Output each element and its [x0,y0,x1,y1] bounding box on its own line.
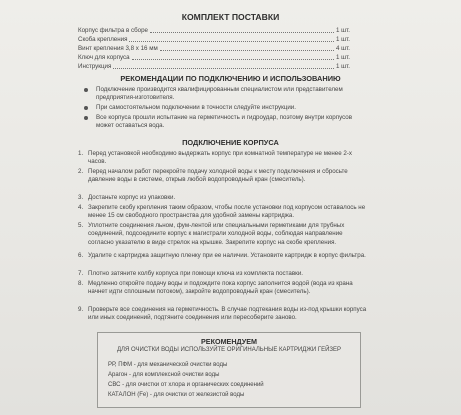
kit-item: Винт крепления 3,8 х 16 мм 4 шт. [78,45,350,52]
connection-title: ПОДКЛЮЧЕНИЕ КОРПУСА [182,138,279,147]
step-item: 3. Достаньте корпус из упаковки. [78,194,176,201]
recommendations-title: РЕКОМЕНДАЦИИ ПО ПОДКЛЮЧЕНИЮ И ИСПОЛЬЗОВАНИЮ [120,74,341,83]
step-item: 8. Медленно откройте подачу воды и подождите пока корпус заполнится водой (вода из крана начнет идти сплошным потоком), закройте водопроводный кран (смеситель). [78,280,353,296]
step-item: 9. Проверьте все соединения на герметичность. В случае подтекания воды из-под крышки корпуса или иных соединений, подтяните соединения или пересоберите заново. [78,306,367,322]
bullet-icon [84,88,88,92]
kit-item: Корпус фильтра в сборе 1 шт. [78,27,350,34]
kit-title: КОМПЛЕКТ ПОСТАВКИ [181,12,280,22]
cartridges-subtitle: ДЛЯ ОЧИСТКИ ВОДЫ ИСПОЛЬЗУЙТЕ ОРИГИНАЛЬНЫЕ КАРТРИДЖИ ГЕЙЗЕР [116,347,342,353]
recommendation-item: Подключение производится квалифицированным специалистом или представителем предприятия-изготовителя. [96,86,366,102]
cartridges-title: РЕКОМЕНДУЕМ [201,337,257,346]
step-item: 2. Перед началом работ перекройте подачу холодной воды к месту подключения и сбросьте давление воды в системе, открыв любой водопроводный кран (смеситель). [78,168,348,184]
cartridge-item: СВС - для очистки от хлора и органических соединений [108,382,264,388]
step-item: 6. Удалите с картриджа защитную пленку при ее наличии. Установите картридж в корпус фильтра. [78,252,366,259]
cartridges-box [97,332,361,408]
recommendation-item: Все корпуса прошли испытание на герметичность и гидроудар, поэтому внутри корпусов может оставаться вода. [96,114,366,130]
step-item: 5. Уплотните соединения льном, фум-лентой или специальными герметиками для трубных соединений, подсоедините корпус к магистрали холодной воды, соблюдая направление согласно указателю в виде стрелок на крышке. Закрепите корпус на скобе крепления. [78,222,345,246]
cartridge-item: РР, ПФМ - для механической очистки воды [108,362,228,368]
kit-item: Ключ для корпуса 1 шт. [78,54,350,61]
step-item: 1. Перед установкой необходимо выдержать корпус при комнатной температуре не менее 2-х часов. [78,150,353,166]
kit-item: Скоба крепления 1 шт. [78,36,350,43]
cartridge-item: Арагон - для комплексной очистки воды [108,372,220,378]
cartridge-item: КАТАЛОН (Fe) - для очистки от железистой воды [108,392,245,398]
bullet-icon [84,116,88,120]
kit-item: Инструкция 1 шт. [78,63,350,70]
recommendation-item: При самостоятельном подключении в точности следуйте инструкции. [96,104,366,112]
bullet-icon [84,106,88,110]
step-item: 4. Закрепите скобу крепления таким образом, чтобы после установки под корпусом оставалось не менее 15 см свободного пространства для удобной замены картриджа. [78,204,366,220]
step-item: 7. Плотно затяните колбу корпуса при помощи ключа из комплекта поставки. [78,270,304,277]
